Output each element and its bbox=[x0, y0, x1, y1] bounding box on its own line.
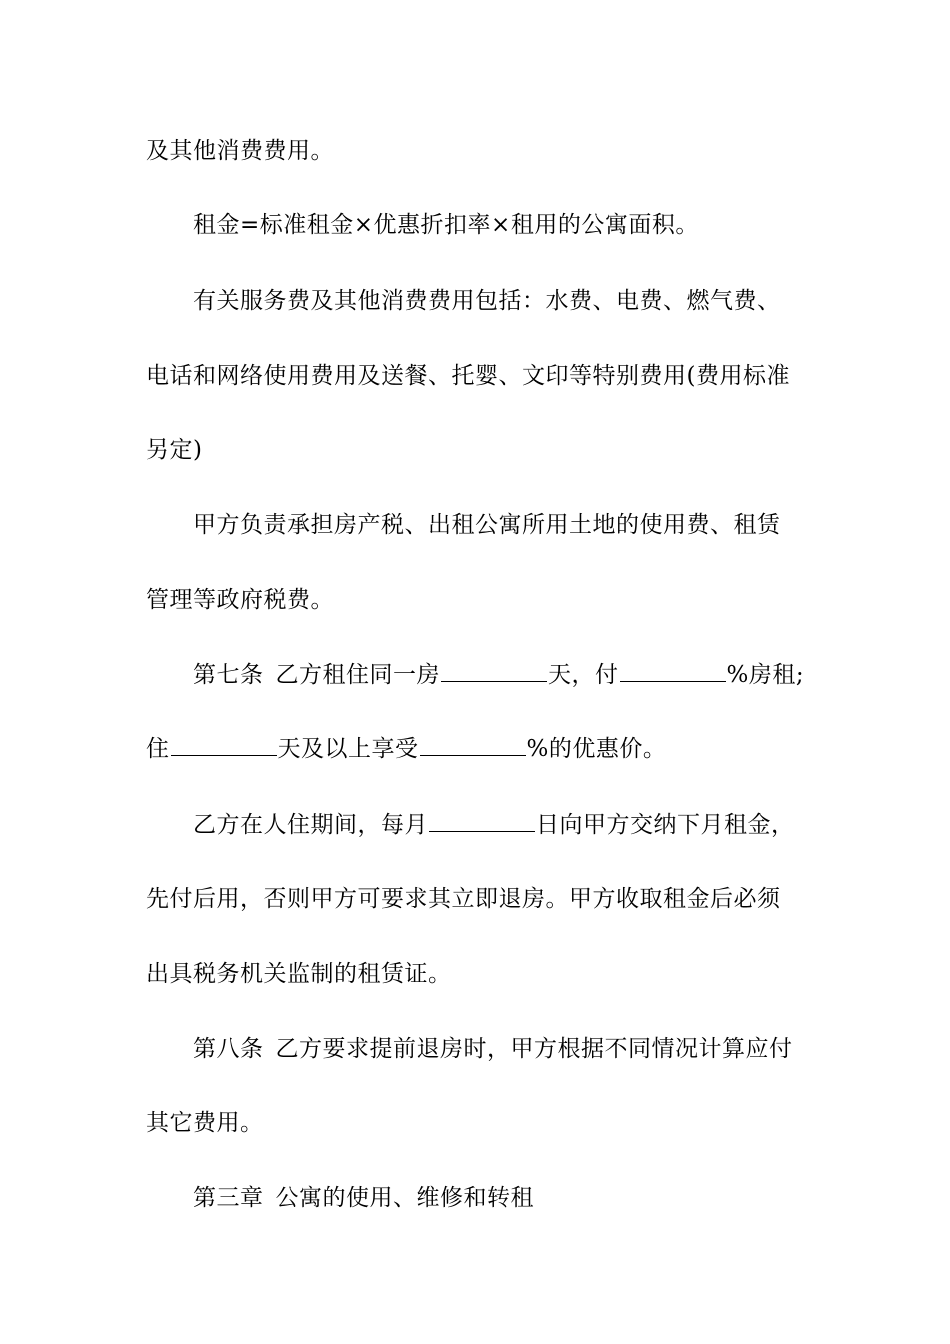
blank-field-day-of-month[interactable] bbox=[429, 811, 535, 832]
paragraph-line bbox=[146, 435, 202, 465]
text: %的优惠价。 bbox=[526, 736, 667, 762]
text: 出具税务机关监制的租赁证。 bbox=[146, 961, 452, 987]
paragraph-line bbox=[193, 810, 795, 840]
paragraph-line bbox=[146, 1108, 264, 1138]
text: 住 bbox=[146, 736, 170, 762]
article-8-line bbox=[193, 1034, 793, 1064]
chapter-title: 公寓的使用、维修和转租 bbox=[275, 1185, 534, 1211]
text: 乙方在人住期间，每月 bbox=[193, 812, 428, 838]
blank-field-days[interactable] bbox=[171, 735, 277, 756]
blank-field-discount[interactable] bbox=[420, 735, 526, 756]
text: 乙方租住同一房 bbox=[275, 662, 440, 688]
text: 及其他消费费用。 bbox=[146, 138, 334, 164]
paragraph-line bbox=[146, 585, 334, 615]
paragraph-line bbox=[193, 210, 699, 240]
blank-field-percent[interactable] bbox=[620, 661, 726, 682]
text: 天及以上享受 bbox=[277, 736, 419, 762]
paragraph-line bbox=[146, 136, 334, 166]
text: 乙方要求提前退房时，甲方根据不同情况计算应付 bbox=[275, 1036, 793, 1062]
blank-field-days[interactable] bbox=[441, 661, 547, 682]
text: %房租; bbox=[726, 662, 805, 688]
paragraph-line bbox=[193, 286, 781, 316]
article-7-line bbox=[193, 660, 804, 690]
text: 另定) bbox=[146, 437, 203, 463]
chapter-heading bbox=[193, 1183, 534, 1213]
paragraph-line bbox=[146, 884, 781, 914]
text: 电话和网络使用费用及送餐、托婴、文印等特别费用(费用标准 bbox=[146, 363, 790, 389]
article-number: 第七条 bbox=[193, 662, 264, 688]
text: 管理等政府税费。 bbox=[146, 587, 334, 613]
text: 有关服务费及其他消费费用包括：水费、电费、燃气费、 bbox=[193, 288, 781, 314]
paragraph-line bbox=[193, 510, 781, 540]
chapter-number: 第三章 bbox=[193, 1185, 264, 1211]
text: 甲方负责承担房产税、出租公寓所用土地的使用费、租赁 bbox=[193, 512, 781, 538]
article-number: 第八条 bbox=[193, 1036, 264, 1062]
text: 天，付 bbox=[548, 662, 619, 688]
text: 其它费用。 bbox=[146, 1110, 264, 1136]
paragraph-line bbox=[146, 361, 790, 391]
text: 日向甲方交纳下月租金， bbox=[536, 812, 795, 838]
text: 先付后用，否则甲方可要求其立即退房。甲方收取租金后必须 bbox=[146, 886, 781, 912]
paragraph-line bbox=[146, 734, 666, 764]
rent-formula-text: 租金=标准租金×优惠折扣率×租用的公寓面积。 bbox=[193, 212, 699, 238]
paragraph-line bbox=[146, 959, 452, 989]
